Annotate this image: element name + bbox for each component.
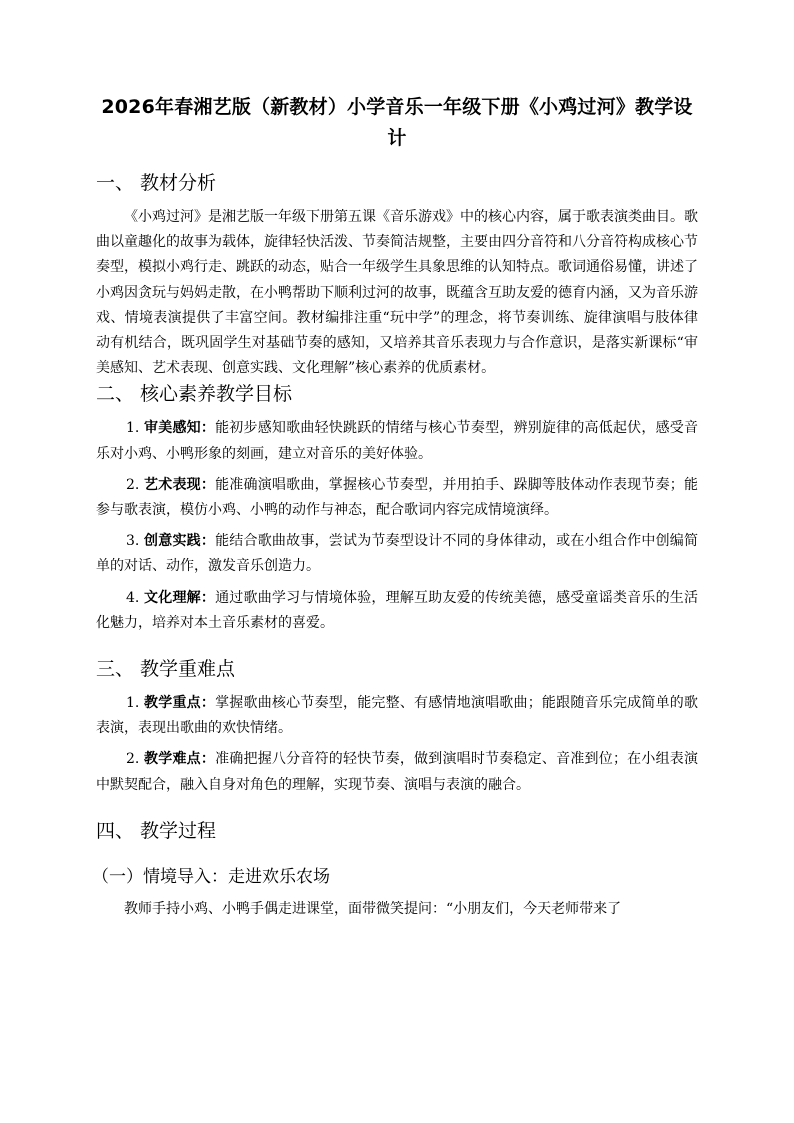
document-page (92, 92, 699, 922)
section-core-literacy-goals (96, 381, 698, 656)
item-label: 教学难点： (144, 751, 216, 768)
subsection-heading: （一）情境导入：走进欢乐农场 (92, 866, 330, 887)
item-number: 2. (126, 476, 140, 493)
list-item (96, 416, 698, 466)
item-number: 4. (126, 589, 140, 606)
list-item (96, 747, 698, 797)
list-item (96, 529, 698, 579)
document-title: 2026年春湘艺版（新教材）小学音乐一年级下册《小鸡过河》教学设计 (101, 96, 693, 149)
item-label: 艺术表现： (144, 476, 216, 493)
item-label: 教学重点： (144, 695, 216, 712)
item-number: 1. (126, 695, 140, 712)
item-label: 审美感知： (144, 420, 216, 437)
section-key-difficult-points (96, 656, 698, 818)
item-text: 通过歌曲学习与情境体验，理解互助友爱的传统美德，感受童谣类音乐的生活化魅力，培养对本土音乐素材的喜爱。 (96, 589, 699, 631)
section-heading: 二、 核心素养教学目标 (96, 383, 293, 406)
section-heading: 四、 教学过程 (96, 819, 217, 842)
section-heading: 三、 教学重难点 (96, 658, 236, 681)
list-item (96, 473, 698, 523)
item-number: 1. (126, 420, 140, 437)
item-text: 能初步感知歌曲轻快跳跃的情绪与核心节奏型，辨别旋律的高低起伏，感受音乐对小鸡、小鸭形象的刻画，建立对音乐的美好体验。 (96, 420, 699, 462)
item-text: 掌握歌曲核心节奏型，能完整、有感情地演唱歌曲；能跟随音乐完成简单的歌表演，表现出歌曲的欢快情绪。 (96, 695, 699, 737)
item-number: 2. (126, 751, 140, 768)
body-paragraph: 《小鸡过河》是湘艺版一年级下册第五课《音乐游戏》中的核心内容，属于歌表演类曲目。歌曲以童趣化的故事为载体，旋律轻快活泼、节奏简洁规整，主要由四分音符和八分音符构成核心节奏型，模拟小鸡行走、跳跃的动态，贴合一年级学生具象思维的认知特点。歌词通俗易懂，讲述了小鸡因贪玩与妈妈走散，在小鸭帮助下顺利过河的故事，既蕴含互助友爱的德育内涵，又为音乐游戏、情境表演提供了丰富空间。教材编排注重“玩中学”的理念，将节奏训练、旋律演唱与肢体律动有机结合，既巩固学生对基础节奏的感知，又培养其音乐表现力与合作意识，是落实新课标“审美感知、艺术表现、创意实践、文化理解”核心素养的优质素材。 (96, 209, 698, 377)
item-number: 3. (126, 533, 140, 550)
list-item (96, 586, 698, 636)
item-text: 准确把握八分音符的轻快节奏，做到演唱时节奏稳定、音准到位；在小组表演中默契配合，融入自身对角色的理解，实现节奏、演唱与表演的融合。 (96, 751, 699, 793)
item-text: 能准确演唱歌曲，掌握核心节奏型，并用拍手、跺脚等肢体动作表现节奏；能参与歌表演，模仿小鸡、小鸭的动作与神态，配合歌词内容完成情境演绎。 (96, 476, 699, 519)
section-textbook-analysis (96, 170, 698, 381)
section-heading: 一、 教材分析 (96, 172, 217, 194)
item-text: 能结合歌曲故事，尝试为节奏型设计不同的身体律动，或在小组合作中创编简单的对话、动作，激发音乐创造力。 (96, 533, 699, 575)
item-label: 创意实践： (144, 533, 216, 550)
body-paragraph: 教师手持小鸡、小鸭手偶走进课堂，面带微笑提问：“小朋友们，今天老师带来了 (124, 900, 622, 917)
item-label: 文化理解： (144, 589, 216, 606)
section-teaching-process (92, 818, 698, 922)
list-item (96, 691, 698, 741)
